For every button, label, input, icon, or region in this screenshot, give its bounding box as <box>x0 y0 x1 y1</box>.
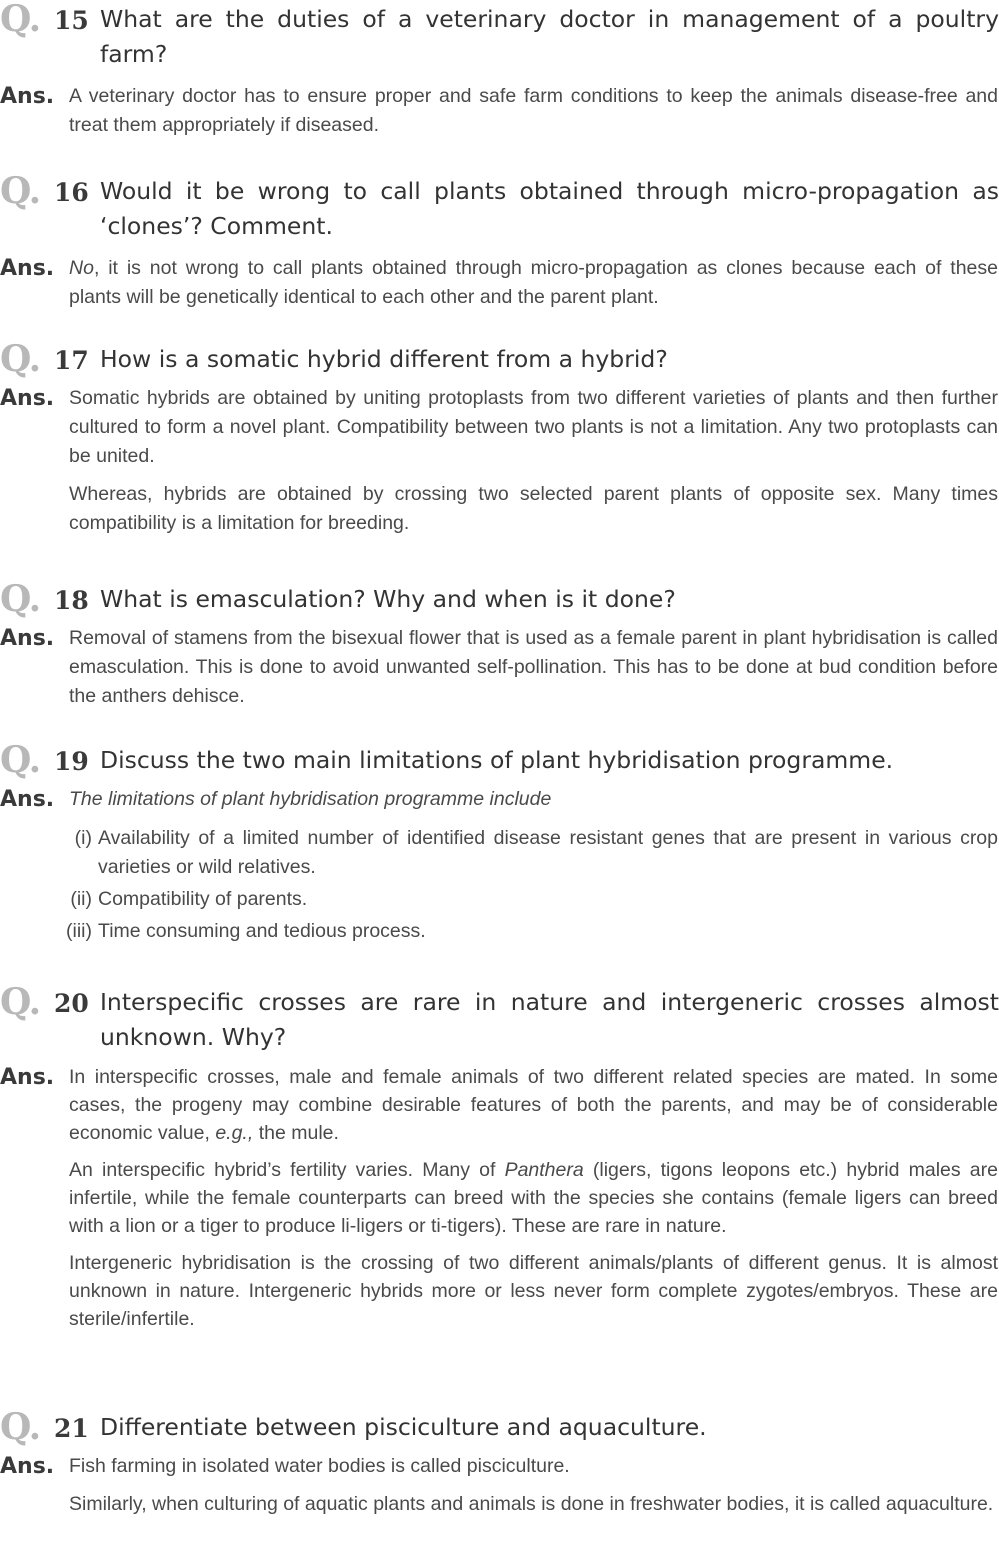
question-marker: Q. <box>0 1406 41 1448</box>
answer-paragraph <box>69 254 998 312</box>
question-text: Differentiate between pisciculture and aquaculture. <box>100 1413 707 1441</box>
answer-paragraph: Similarly, when culturing of aquatic plants and animals is done in freshwater bodies, it is called aquaculture. <box>69 1493 994 1515</box>
answer-text: (ligers, tigons leopons etc.) hybrid males are infertile, while the female counterparts can breed with the species she contains (female ligers can breed with a lion or a tiger to produce li-ligers or ti-tigers). These are rare in nature. <box>69 1159 998 1237</box>
answer-row <box>0 624 999 711</box>
question-block-17 <box>0 338 999 538</box>
answer-genus: Panthera <box>504 1159 584 1181</box>
answer-text: An interspecific hybrid’s fertility varies. Many of <box>69 1159 505 1181</box>
question-row <box>0 578 999 620</box>
answer-row <box>0 785 999 949</box>
question-text: Interspecific crosses are rare in nature and intergeneric crosses almost unknown. Why? <box>100 988 999 1051</box>
answer-marker: Ans. <box>0 1454 55 1479</box>
answer-text: the mule. <box>253 1122 339 1144</box>
answer-row <box>0 82 999 140</box>
answer-paragraph: Intergeneric hybridisation is the crossing of two different animals/plants of different genus. It is almost unknown in nature. Intergeneric hybrids more or less never form complete zygotes/embryos. These are sterile/infertile. <box>69 1252 998 1330</box>
question-row <box>0 1406 999 1448</box>
question-marker: Q. <box>0 0 41 40</box>
answer-body <box>69 624 999 711</box>
answer-body <box>66 785 999 949</box>
answer-text: In interspecific crosses, male and female animals of two different related species are mated. In some cases, the progeny may combine desirable features of both the parents, and may be of considerable economic value, <box>69 1066 998 1144</box>
list-item <box>69 824 998 882</box>
question-marker: Q. <box>0 338 41 380</box>
question-block-21 <box>0 1406 999 1519</box>
answer-paragraph <box>69 1156 998 1240</box>
question-row <box>0 739 999 781</box>
question-marker: Q. <box>0 739 41 781</box>
question-marker: Q. <box>0 981 41 1023</box>
question-text: Discuss the two main limitations of plant hybridisation programme. <box>100 746 894 774</box>
answer-body <box>69 1063 999 1333</box>
question-number: 21 <box>54 1414 89 1443</box>
question-number: 16 <box>54 178 89 207</box>
list-number: (i) <box>74 827 92 849</box>
question-block-18 <box>0 578 999 711</box>
question-number: 18 <box>54 586 89 615</box>
answer-marker: Ans. <box>0 626 55 651</box>
question-number: 17 <box>54 346 89 375</box>
question-text: How is a somatic hybrid different from a hybrid? <box>100 345 668 373</box>
question-block-19 <box>0 739 999 949</box>
answer-paragraph: Fish farming in isolated water bodies is called pisciculture. <box>69 1455 570 1477</box>
answer-row <box>0 254 999 312</box>
answer-paragraph <box>69 1063 998 1147</box>
question-number: 19 <box>54 747 89 776</box>
answer-row <box>0 1452 999 1519</box>
question-row <box>0 2 999 72</box>
question-marker: Q. <box>0 170 41 212</box>
answer-row <box>0 1063 999 1333</box>
answer-intro: The limitations of plant hybridisation programme include <box>69 788 552 810</box>
question-text: Would it be wrong to call plants obtained through micro-propagation as ‘clones’? Comment. <box>100 177 999 240</box>
list-item <box>66 917 998 946</box>
answer-body <box>69 1452 999 1519</box>
answer-paragraph: Removal of stamens from the bisexual flower that is used as a female parent in plant hybridisation is called emasculation. This is done to avoid unwanted self-pollination. This has to be done at bud condition before the anthers dehisce. <box>69 627 998 707</box>
question-row <box>0 981 999 1055</box>
answer-marker: Ans. <box>0 787 55 812</box>
list-item <box>69 885 998 914</box>
answer-marker: Ans. <box>0 256 55 281</box>
answer-eg: e.g., <box>215 1122 254 1144</box>
question-block-16 <box>0 170 999 312</box>
list-number: (ii) <box>70 888 92 910</box>
list-text: Compatibility of parents. <box>98 888 308 910</box>
answer-paragraph: Whereas, hybrids are obtained by crossing two selected parent plants of opposite sex. Many times compatibility is a limitation for breeding. <box>69 483 998 534</box>
answer-body <box>69 254 999 312</box>
answer-paragraph: Somatic hybrids are obtained by uniting protoplasts from two different varieties of plants and then further cultured to form a novel plant. Compatibility between two plants is not a limitation. Any two protoplasts can be united. <box>69 387 998 467</box>
answer-body <box>69 384 999 538</box>
question-marker: Q. <box>0 578 41 620</box>
answer-row <box>0 384 999 538</box>
question-row <box>0 338 999 380</box>
answer-lead: No <box>69 257 94 279</box>
question-number: 15 <box>54 6 89 35</box>
question-block-15 <box>0 2 999 140</box>
question-text: What are the duties of a veterinary doctor in management of a poultry farm? <box>100 5 999 68</box>
answer-marker: Ans. <box>0 1065 55 1090</box>
answer-paragraph: A veterinary doctor has to ensure proper and safe farm conditions to keep the animals disease-free and treat them appropriately if diseased. <box>69 85 998 136</box>
question-text: What is emasculation? Why and when is it done? <box>100 585 676 613</box>
answer-marker: Ans. <box>0 84 55 109</box>
list-number: (iii) <box>66 920 92 942</box>
answer-marker: Ans. <box>0 386 55 411</box>
answer-body <box>69 82 999 140</box>
list-text: Time consuming and tedious process. <box>98 920 426 942</box>
list-text: Availability of a limited number of identified disease resistant genes that are present in various crop varieties or wild relatives. <box>98 827 998 878</box>
question-block-20 <box>0 981 999 1333</box>
question-row <box>0 170 999 244</box>
question-number: 20 <box>54 989 89 1018</box>
answer-text: , it is not wrong to call plants obtained through micro-propagation as clones because each of these plants will be genetically identical to each other and the parent plant. <box>69 257 998 308</box>
